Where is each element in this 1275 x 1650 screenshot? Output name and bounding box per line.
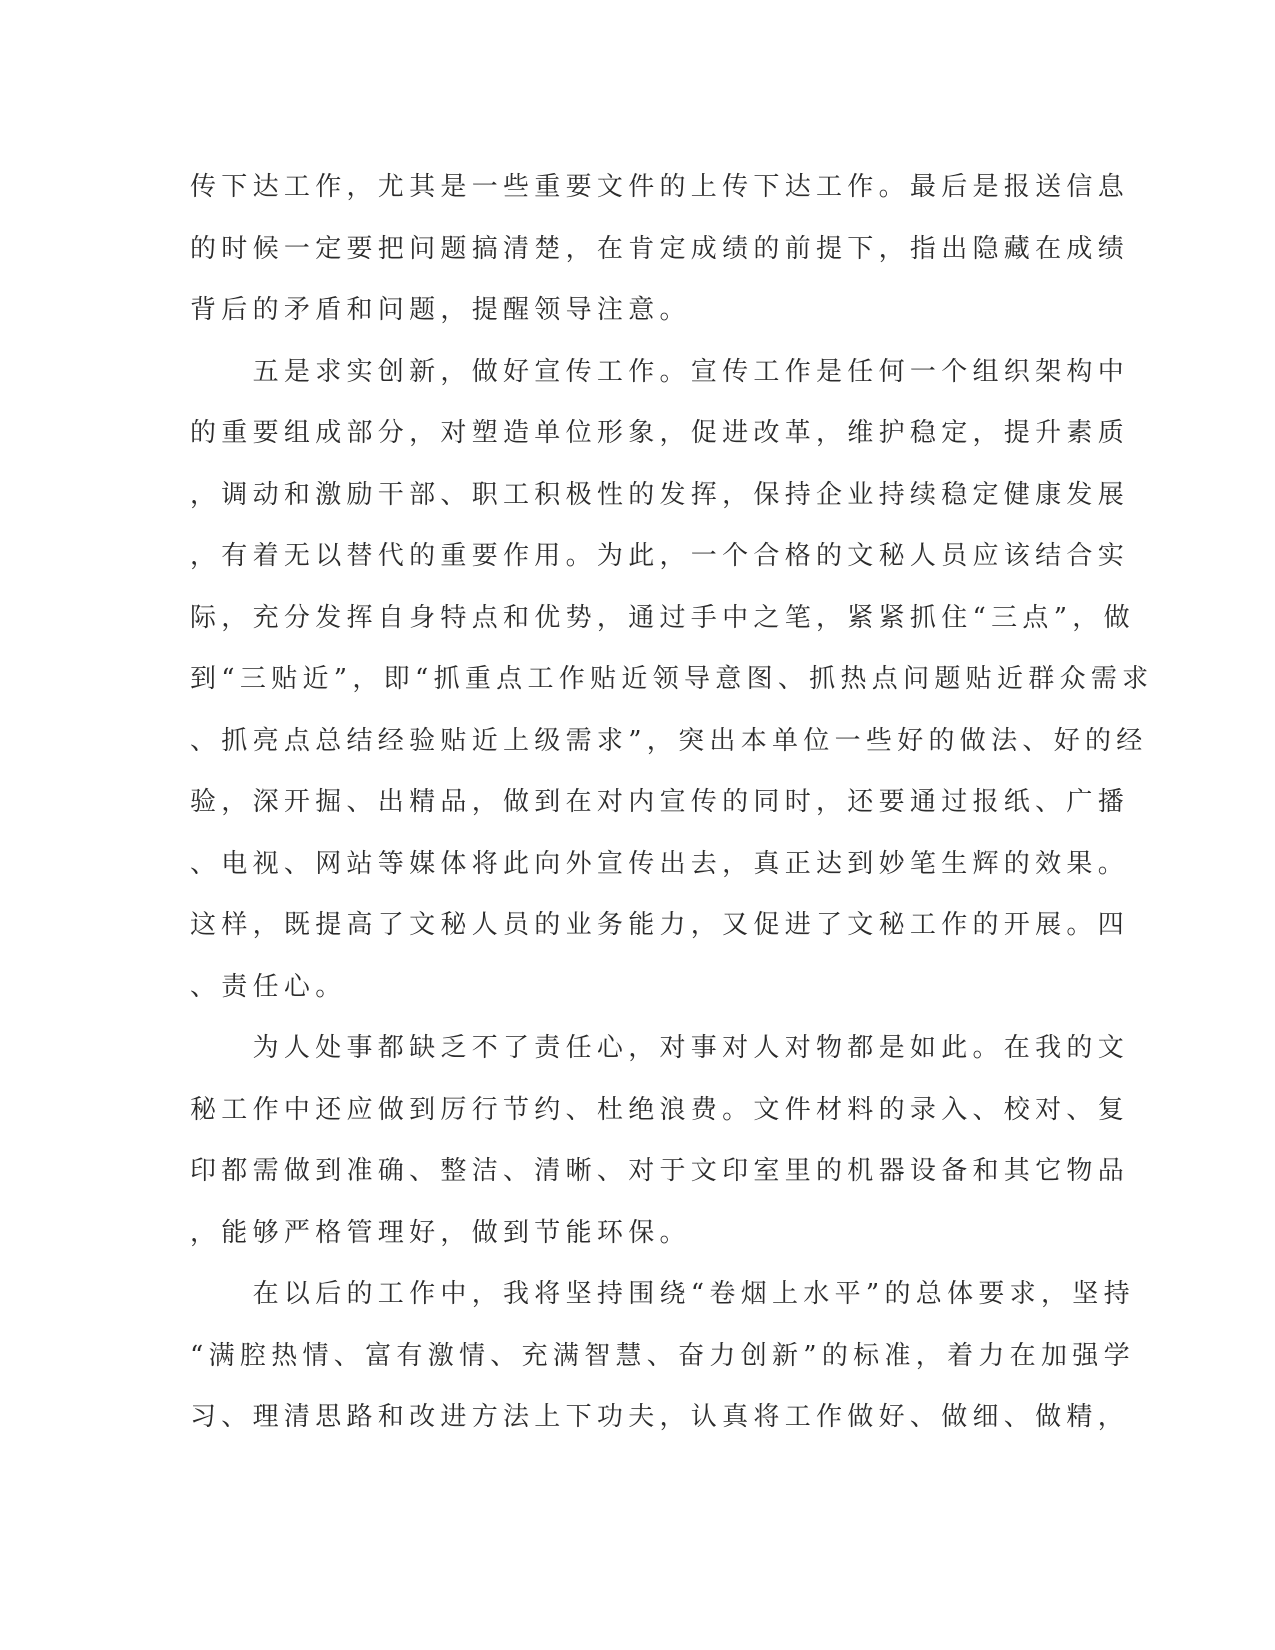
- text-line: 秘工作中还应做到厉行节约、杜绝浪费。文件材料的录入、校对、复: [190, 1094, 1130, 1125]
- text-line: 、抓亮点总结经验贴近上级需求”，突出本单位一些好的做法、好的经: [190, 725, 1148, 756]
- text-line: 的重要组成部分，对塑造单位形象，促进改革，维护稳定，提升素质: [190, 418, 1130, 448]
- text-line: ，调动和激励干部、职工积极性的发挥，保持企业持续稳定健康发展: [190, 479, 1130, 510]
- text-line: 传下达工作，尤其是一些重要文件的上传下达工作。最后是报送信息: [190, 172, 1130, 202]
- text-line: 验，深开掘、出精品，做到在对内宣传的同时，还要通过报纸、广播: [190, 787, 1130, 817]
- text-line: 在以后的工作中，我将坚持围绕“卷烟上水平”的总体要求，坚持: [190, 1279, 1135, 1309]
- text-line: 到“三贴近”，即“抓重点工作贴近领导意图、抓热点问题贴近群众需求: [190, 664, 1154, 694]
- text-line: 背后的矛盾和问题，提醒领导注意。: [190, 295, 691, 325]
- paragraph-4: [190, 1264, 1135, 1449]
- paragraph-1: [190, 157, 1130, 342]
- text-line: 、电视、网站等媒体将此向外宣传出去，真正达到妙笔生辉的效果。: [190, 848, 1130, 879]
- text-line: 这样，既提高了文秘人员的业务能力，又促进了文秘工作的开展。四: [190, 910, 1130, 940]
- paragraph-3: [190, 1018, 1130, 1264]
- text-line: 印都需做到准确、整洁、清晰、对于文印室里的机器设备和其它物品: [190, 1156, 1130, 1186]
- text-line: ，有着无以替代的重要作用。为此，一个合格的文秘人员应该结合实: [190, 541, 1130, 571]
- text-line: 的时候一定要把问题搞清楚，在肯定成绩的前提下，指出隐藏在成绩: [190, 233, 1130, 264]
- text-line: 为人处事都缺乏不了责任心，对事对人对物都是如此。在我的文: [190, 1033, 1130, 1063]
- text-line: 际，充分发挥自身特点和优势，通过手中之笔，紧紧抓住“三点”，做: [190, 602, 1135, 633]
- text-line: 五是求实创新，做好宣传工作。宣传工作是任何一个组织架构中: [190, 356, 1130, 387]
- text-line: ，能够严格管理好，做到节能环保。: [190, 1217, 691, 1248]
- document-body: [190, 157, 1154, 1449]
- paragraph-2: [190, 342, 1154, 1019]
- text-line: 、责任心。: [190, 971, 347, 1002]
- text-line: “满腔热情、富有激情、充满智慧、奋力创新”的标准，着力在加强学: [190, 1340, 1135, 1371]
- text-line: 习、理清思路和改进方法上下功夫，认真将工作做好、做细、做精，: [190, 1402, 1130, 1432]
